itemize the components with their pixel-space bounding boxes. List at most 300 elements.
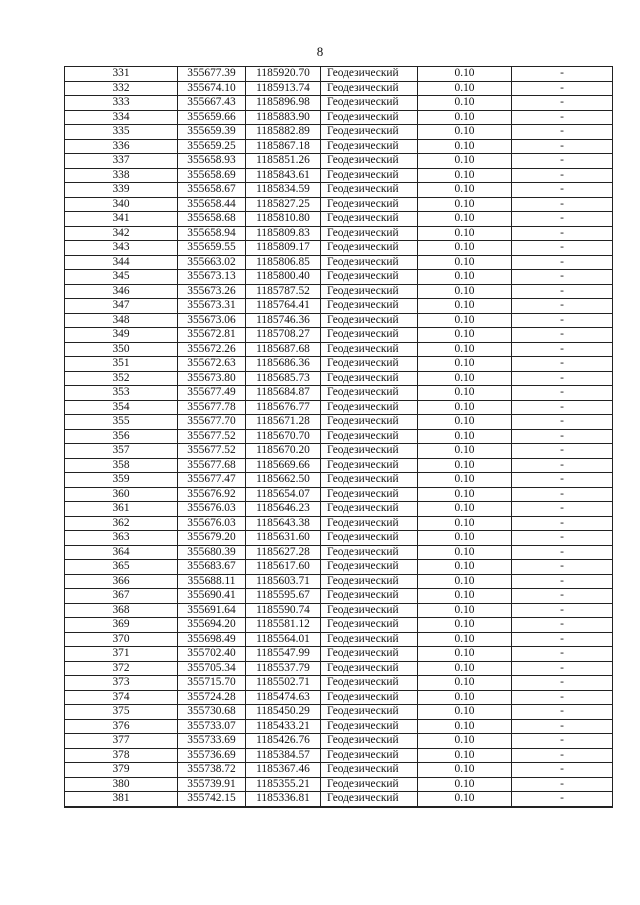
- description-cell: -: [512, 299, 613, 314]
- y-coordinate-cell: 1185787.52: [246, 284, 321, 299]
- method-cell: Геодезический: [321, 705, 418, 720]
- point-number-cell: 365: [65, 560, 178, 575]
- point-number-cell: 334: [65, 110, 178, 125]
- point-number-cell: 380: [65, 777, 178, 792]
- y-coordinate-cell: 1185670.20: [246, 444, 321, 459]
- description-cell: -: [512, 154, 613, 169]
- description-cell: -: [512, 67, 613, 82]
- coordinates-table: [64, 66, 613, 808]
- method-cell: Геодезический: [321, 212, 418, 227]
- x-coordinate-cell: 355677.47: [178, 473, 246, 488]
- table-row: [65, 226, 613, 241]
- y-coordinate-cell: 1185669.66: [246, 458, 321, 473]
- table-row: [65, 516, 613, 531]
- point-number-cell: 377: [65, 734, 178, 749]
- point-number-cell: 363: [65, 531, 178, 546]
- x-coordinate-cell: 355677.52: [178, 444, 246, 459]
- y-coordinate-cell: 1185617.60: [246, 560, 321, 575]
- table-row: [65, 168, 613, 183]
- point-number-cell: 340: [65, 197, 178, 212]
- table-row: [65, 690, 613, 705]
- description-cell: -: [512, 734, 613, 749]
- description-cell: -: [512, 792, 613, 807]
- accuracy-cell: 0.10: [418, 154, 512, 169]
- method-cell: Геодезический: [321, 183, 418, 198]
- table-row: [65, 473, 613, 488]
- x-coordinate-cell: 355677.49: [178, 386, 246, 401]
- y-coordinate-cell: 1185809.17: [246, 241, 321, 256]
- method-cell: Геодезический: [321, 777, 418, 792]
- accuracy-cell: 0.10: [418, 792, 512, 807]
- description-cell: -: [512, 589, 613, 604]
- method-cell: Геодезический: [321, 241, 418, 256]
- method-cell: Геодезический: [321, 110, 418, 125]
- x-coordinate-cell: 355658.94: [178, 226, 246, 241]
- x-coordinate-cell: 355739.91: [178, 777, 246, 792]
- point-number-cell: 361: [65, 502, 178, 517]
- x-coordinate-cell: 355673.06: [178, 313, 246, 328]
- description-cell: -: [512, 371, 613, 386]
- point-number-cell: 358: [65, 458, 178, 473]
- description-cell: -: [512, 719, 613, 734]
- y-coordinate-cell: 1185851.26: [246, 154, 321, 169]
- accuracy-cell: 0.10: [418, 299, 512, 314]
- description-cell: -: [512, 81, 613, 96]
- y-coordinate-cell: 1185913.74: [246, 81, 321, 96]
- description-cell: -: [512, 545, 613, 560]
- accuracy-cell: 0.10: [418, 748, 512, 763]
- accuracy-cell: 0.10: [418, 777, 512, 792]
- table-row: [65, 81, 613, 96]
- description-cell: -: [512, 255, 613, 270]
- x-coordinate-cell: 355658.93: [178, 154, 246, 169]
- table-row: [65, 676, 613, 691]
- method-cell: Геодезический: [321, 719, 418, 734]
- y-coordinate-cell: 1185867.18: [246, 139, 321, 154]
- x-coordinate-cell: 355676.92: [178, 487, 246, 502]
- method-cell: Геодезический: [321, 67, 418, 82]
- description-cell: -: [512, 444, 613, 459]
- x-coordinate-cell: 355658.69: [178, 168, 246, 183]
- x-coordinate-cell: 355683.67: [178, 560, 246, 575]
- point-number-cell: 345: [65, 270, 178, 285]
- point-number-cell: 362: [65, 516, 178, 531]
- point-number-cell: 348: [65, 313, 178, 328]
- point-number-cell: 375: [65, 705, 178, 720]
- table-row: [65, 183, 613, 198]
- accuracy-cell: 0.10: [418, 589, 512, 604]
- y-coordinate-cell: 1185502.71: [246, 676, 321, 691]
- y-coordinate-cell: 1185384.57: [246, 748, 321, 763]
- method-cell: Геодезический: [321, 81, 418, 96]
- table-row: [65, 748, 613, 763]
- accuracy-cell: 0.10: [418, 328, 512, 343]
- y-coordinate-cell: 1185564.01: [246, 632, 321, 647]
- x-coordinate-cell: 355658.44: [178, 197, 246, 212]
- method-cell: Геодезический: [321, 516, 418, 531]
- accuracy-cell: 0.10: [418, 444, 512, 459]
- x-coordinate-cell: 355690.41: [178, 589, 246, 604]
- y-coordinate-cell: 1185450.29: [246, 705, 321, 720]
- method-cell: Геодезический: [321, 299, 418, 314]
- x-coordinate-cell: 355673.13: [178, 270, 246, 285]
- description-cell: -: [512, 197, 613, 212]
- y-coordinate-cell: 1185474.63: [246, 690, 321, 705]
- description-cell: -: [512, 284, 613, 299]
- accuracy-cell: 0.10: [418, 313, 512, 328]
- y-coordinate-cell: 1185687.68: [246, 342, 321, 357]
- description-cell: -: [512, 386, 613, 401]
- table-row: [65, 67, 613, 82]
- point-number-cell: 374: [65, 690, 178, 705]
- table-row: [65, 154, 613, 169]
- accuracy-cell: 0.10: [418, 212, 512, 227]
- x-coordinate-cell: 355672.81: [178, 328, 246, 343]
- y-coordinate-cell: 1185590.74: [246, 603, 321, 618]
- x-coordinate-cell: 355659.25: [178, 139, 246, 154]
- table-row: [65, 560, 613, 575]
- x-coordinate-cell: 355659.66: [178, 110, 246, 125]
- description-cell: -: [512, 241, 613, 256]
- accuracy-cell: 0.10: [418, 661, 512, 676]
- method-cell: Геодезический: [321, 676, 418, 691]
- table-row: [65, 125, 613, 140]
- x-coordinate-cell: 355742.15: [178, 792, 246, 807]
- point-number-cell: 351: [65, 357, 178, 372]
- description-cell: -: [512, 777, 613, 792]
- table-row: [65, 545, 613, 560]
- description-cell: -: [512, 212, 613, 227]
- x-coordinate-cell: 355672.63: [178, 357, 246, 372]
- description-cell: -: [512, 603, 613, 618]
- accuracy-cell: 0.10: [418, 255, 512, 270]
- x-coordinate-cell: 355658.67: [178, 183, 246, 198]
- description-cell: -: [512, 139, 613, 154]
- description-cell: -: [512, 226, 613, 241]
- description-cell: -: [512, 429, 613, 444]
- method-cell: Геодезический: [321, 444, 418, 459]
- accuracy-cell: 0.10: [418, 487, 512, 502]
- accuracy-cell: 0.10: [418, 415, 512, 430]
- accuracy-cell: 0.10: [418, 676, 512, 691]
- description-cell: -: [512, 574, 613, 589]
- table-row: [65, 444, 613, 459]
- description-cell: -: [512, 632, 613, 647]
- method-cell: Геодезический: [321, 386, 418, 401]
- method-cell: Геодезический: [321, 473, 418, 488]
- accuracy-cell: 0.10: [418, 183, 512, 198]
- y-coordinate-cell: 1185843.61: [246, 168, 321, 183]
- table-row: [65, 647, 613, 662]
- x-coordinate-cell: 355667.43: [178, 96, 246, 111]
- y-coordinate-cell: 1185643.38: [246, 516, 321, 531]
- table-row: [65, 139, 613, 154]
- accuracy-cell: 0.10: [418, 342, 512, 357]
- accuracy-cell: 0.10: [418, 139, 512, 154]
- point-number-cell: 335: [65, 125, 178, 140]
- point-number-cell: 369: [65, 618, 178, 633]
- point-number-cell: 367: [65, 589, 178, 604]
- x-coordinate-cell: 355677.39: [178, 67, 246, 82]
- description-cell: -: [512, 415, 613, 430]
- accuracy-cell: 0.10: [418, 545, 512, 560]
- accuracy-cell: 0.10: [418, 502, 512, 517]
- y-coordinate-cell: 1185426.76: [246, 734, 321, 749]
- table-row: [65, 719, 613, 734]
- page-number: 8: [316, 44, 324, 59]
- y-coordinate-cell: 1185671.28: [246, 415, 321, 430]
- description-cell: -: [512, 531, 613, 546]
- accuracy-cell: 0.10: [418, 197, 512, 212]
- x-coordinate-cell: 355673.26: [178, 284, 246, 299]
- accuracy-cell: 0.10: [418, 734, 512, 749]
- x-coordinate-cell: 355680.39: [178, 545, 246, 560]
- point-number-cell: 342: [65, 226, 178, 241]
- point-number-cell: 336: [65, 139, 178, 154]
- accuracy-cell: 0.10: [418, 241, 512, 256]
- method-cell: Геодезический: [321, 125, 418, 140]
- description-cell: -: [512, 763, 613, 778]
- method-cell: Геодезический: [321, 226, 418, 241]
- point-number-cell: 355: [65, 415, 178, 430]
- point-number-cell: 359: [65, 473, 178, 488]
- y-coordinate-cell: 1185367.46: [246, 763, 321, 778]
- table-row: [65, 110, 613, 125]
- method-cell: Геодезический: [321, 502, 418, 517]
- y-coordinate-cell: 1185654.07: [246, 487, 321, 502]
- y-coordinate-cell: 1185809.83: [246, 226, 321, 241]
- description-cell: -: [512, 96, 613, 111]
- accuracy-cell: 0.10: [418, 705, 512, 720]
- method-cell: Геодезический: [321, 255, 418, 270]
- point-number-cell: 381: [65, 792, 178, 807]
- point-number-cell: 379: [65, 763, 178, 778]
- accuracy-cell: 0.10: [418, 226, 512, 241]
- method-cell: Геодезический: [321, 487, 418, 502]
- y-coordinate-cell: 1185537.79: [246, 661, 321, 676]
- point-number-cell: 352: [65, 371, 178, 386]
- method-cell: Геодезический: [321, 371, 418, 386]
- y-coordinate-cell: 1185433.21: [246, 719, 321, 734]
- table-row: [65, 763, 613, 778]
- x-coordinate-cell: 355733.07: [178, 719, 246, 734]
- table-row: [65, 313, 613, 328]
- point-number-cell: 346: [65, 284, 178, 299]
- x-coordinate-cell: 355673.31: [178, 299, 246, 314]
- accuracy-cell: 0.10: [418, 284, 512, 299]
- description-cell: -: [512, 328, 613, 343]
- accuracy-cell: 0.10: [418, 603, 512, 618]
- point-number-cell: 339: [65, 183, 178, 198]
- table-row: [65, 299, 613, 314]
- description-cell: -: [512, 125, 613, 140]
- x-coordinate-cell: 355738.72: [178, 763, 246, 778]
- x-coordinate-cell: 355715.70: [178, 676, 246, 691]
- accuracy-cell: 0.10: [418, 531, 512, 546]
- description-cell: -: [512, 661, 613, 676]
- method-cell: Геодезический: [321, 560, 418, 575]
- description-cell: -: [512, 560, 613, 575]
- table-row: [65, 371, 613, 386]
- description-cell: -: [512, 487, 613, 502]
- description-cell: -: [512, 342, 613, 357]
- method-cell: Геодезический: [321, 400, 418, 415]
- method-cell: Геодезический: [321, 763, 418, 778]
- table-row: [65, 197, 613, 212]
- table-row: [65, 328, 613, 343]
- x-coordinate-cell: 355676.03: [178, 502, 246, 517]
- point-number-cell: 354: [65, 400, 178, 415]
- description-cell: -: [512, 690, 613, 705]
- x-coordinate-cell: 355733.69: [178, 734, 246, 749]
- table-row: [65, 270, 613, 285]
- point-number-cell: 332: [65, 81, 178, 96]
- accuracy-cell: 0.10: [418, 357, 512, 372]
- x-coordinate-cell: 355677.78: [178, 400, 246, 415]
- y-coordinate-cell: 1185336.81: [246, 792, 321, 807]
- x-coordinate-cell: 355730.68: [178, 705, 246, 720]
- y-coordinate-cell: 1185355.21: [246, 777, 321, 792]
- table-row: [65, 574, 613, 589]
- y-coordinate-cell: 1185676.77: [246, 400, 321, 415]
- method-cell: Геодезический: [321, 690, 418, 705]
- y-coordinate-cell: 1185800.40: [246, 270, 321, 285]
- method-cell: Геодезический: [321, 632, 418, 647]
- x-coordinate-cell: 355659.55: [178, 241, 246, 256]
- accuracy-cell: 0.10: [418, 429, 512, 444]
- point-number-cell: 341: [65, 212, 178, 227]
- point-number-cell: 353: [65, 386, 178, 401]
- method-cell: Геодезический: [321, 96, 418, 111]
- method-cell: Геодезический: [321, 531, 418, 546]
- table-row: [65, 415, 613, 430]
- description-cell: -: [512, 110, 613, 125]
- table-body: [65, 67, 613, 807]
- accuracy-cell: 0.10: [418, 168, 512, 183]
- point-number-cell: 350: [65, 342, 178, 357]
- point-number-cell: 349: [65, 328, 178, 343]
- y-coordinate-cell: 1185670.70: [246, 429, 321, 444]
- method-cell: Геодезический: [321, 618, 418, 633]
- point-number-cell: 343: [65, 241, 178, 256]
- table-row: [65, 734, 613, 749]
- table-row: [65, 241, 613, 256]
- method-cell: Геодезический: [321, 748, 418, 763]
- description-cell: -: [512, 473, 613, 488]
- table-row: [65, 255, 613, 270]
- description-cell: -: [512, 705, 613, 720]
- method-cell: Геодезический: [321, 792, 418, 807]
- table-row: [65, 400, 613, 415]
- y-coordinate-cell: 1185603.71: [246, 574, 321, 589]
- y-coordinate-cell: 1185685.73: [246, 371, 321, 386]
- y-coordinate-cell: 1185686.36: [246, 357, 321, 372]
- table-row: [65, 603, 613, 618]
- y-coordinate-cell: 1185631.60: [246, 531, 321, 546]
- y-coordinate-cell: 1185684.87: [246, 386, 321, 401]
- table-row: [65, 618, 613, 633]
- accuracy-cell: 0.10: [418, 647, 512, 662]
- method-cell: Геодезический: [321, 574, 418, 589]
- point-number-cell: 371: [65, 647, 178, 662]
- y-coordinate-cell: 1185827.25: [246, 197, 321, 212]
- x-coordinate-cell: 355736.69: [178, 748, 246, 763]
- method-cell: Геодезический: [321, 284, 418, 299]
- description-cell: -: [512, 168, 613, 183]
- x-coordinate-cell: 355659.39: [178, 125, 246, 140]
- y-coordinate-cell: 1185646.23: [246, 502, 321, 517]
- y-coordinate-cell: 1185883.90: [246, 110, 321, 125]
- description-cell: -: [512, 357, 613, 372]
- y-coordinate-cell: 1185834.59: [246, 183, 321, 198]
- y-coordinate-cell: 1185920.70: [246, 67, 321, 82]
- method-cell: Геодезический: [321, 734, 418, 749]
- y-coordinate-cell: 1185627.28: [246, 545, 321, 560]
- description-cell: -: [512, 647, 613, 662]
- y-coordinate-cell: 1185896.98: [246, 96, 321, 111]
- table-row: [65, 705, 613, 720]
- point-number-cell: 376: [65, 719, 178, 734]
- point-number-cell: 347: [65, 299, 178, 314]
- table-row: [65, 429, 613, 444]
- accuracy-cell: 0.10: [418, 125, 512, 140]
- point-number-cell: 356: [65, 429, 178, 444]
- method-cell: Геодезический: [321, 139, 418, 154]
- x-coordinate-cell: 355679.20: [178, 531, 246, 546]
- y-coordinate-cell: 1185764.41: [246, 299, 321, 314]
- x-coordinate-cell: 355673.80: [178, 371, 246, 386]
- y-coordinate-cell: 1185806.85: [246, 255, 321, 270]
- y-coordinate-cell: 1185547.99: [246, 647, 321, 662]
- description-cell: -: [512, 502, 613, 517]
- point-number-cell: 344: [65, 255, 178, 270]
- accuracy-cell: 0.10: [418, 632, 512, 647]
- y-coordinate-cell: 1185581.12: [246, 618, 321, 633]
- accuracy-cell: 0.10: [418, 270, 512, 285]
- point-number-cell: 364: [65, 545, 178, 560]
- method-cell: Геодезический: [321, 647, 418, 662]
- x-coordinate-cell: 355702.40: [178, 647, 246, 662]
- accuracy-cell: 0.10: [418, 386, 512, 401]
- point-number-cell: 372: [65, 661, 178, 676]
- table-row: [65, 284, 613, 299]
- point-number-cell: 360: [65, 487, 178, 502]
- y-coordinate-cell: 1185595.67: [246, 589, 321, 604]
- accuracy-cell: 0.10: [418, 516, 512, 531]
- point-number-cell: 337: [65, 154, 178, 169]
- x-coordinate-cell: 355674.10: [178, 81, 246, 96]
- accuracy-cell: 0.10: [418, 618, 512, 633]
- y-coordinate-cell: 1185708.27: [246, 328, 321, 343]
- description-cell: -: [512, 270, 613, 285]
- x-coordinate-cell: 355724.28: [178, 690, 246, 705]
- method-cell: Геодезический: [321, 415, 418, 430]
- table-row: [65, 458, 613, 473]
- method-cell: Геодезический: [321, 589, 418, 604]
- method-cell: Геодезический: [321, 313, 418, 328]
- accuracy-cell: 0.10: [418, 574, 512, 589]
- method-cell: Геодезический: [321, 342, 418, 357]
- x-coordinate-cell: 355677.68: [178, 458, 246, 473]
- x-coordinate-cell: 355688.11: [178, 574, 246, 589]
- point-number-cell: 378: [65, 748, 178, 763]
- description-cell: -: [512, 458, 613, 473]
- x-coordinate-cell: 355672.26: [178, 342, 246, 357]
- description-cell: -: [512, 618, 613, 633]
- point-number-cell: 338: [65, 168, 178, 183]
- accuracy-cell: 0.10: [418, 690, 512, 705]
- accuracy-cell: 0.10: [418, 371, 512, 386]
